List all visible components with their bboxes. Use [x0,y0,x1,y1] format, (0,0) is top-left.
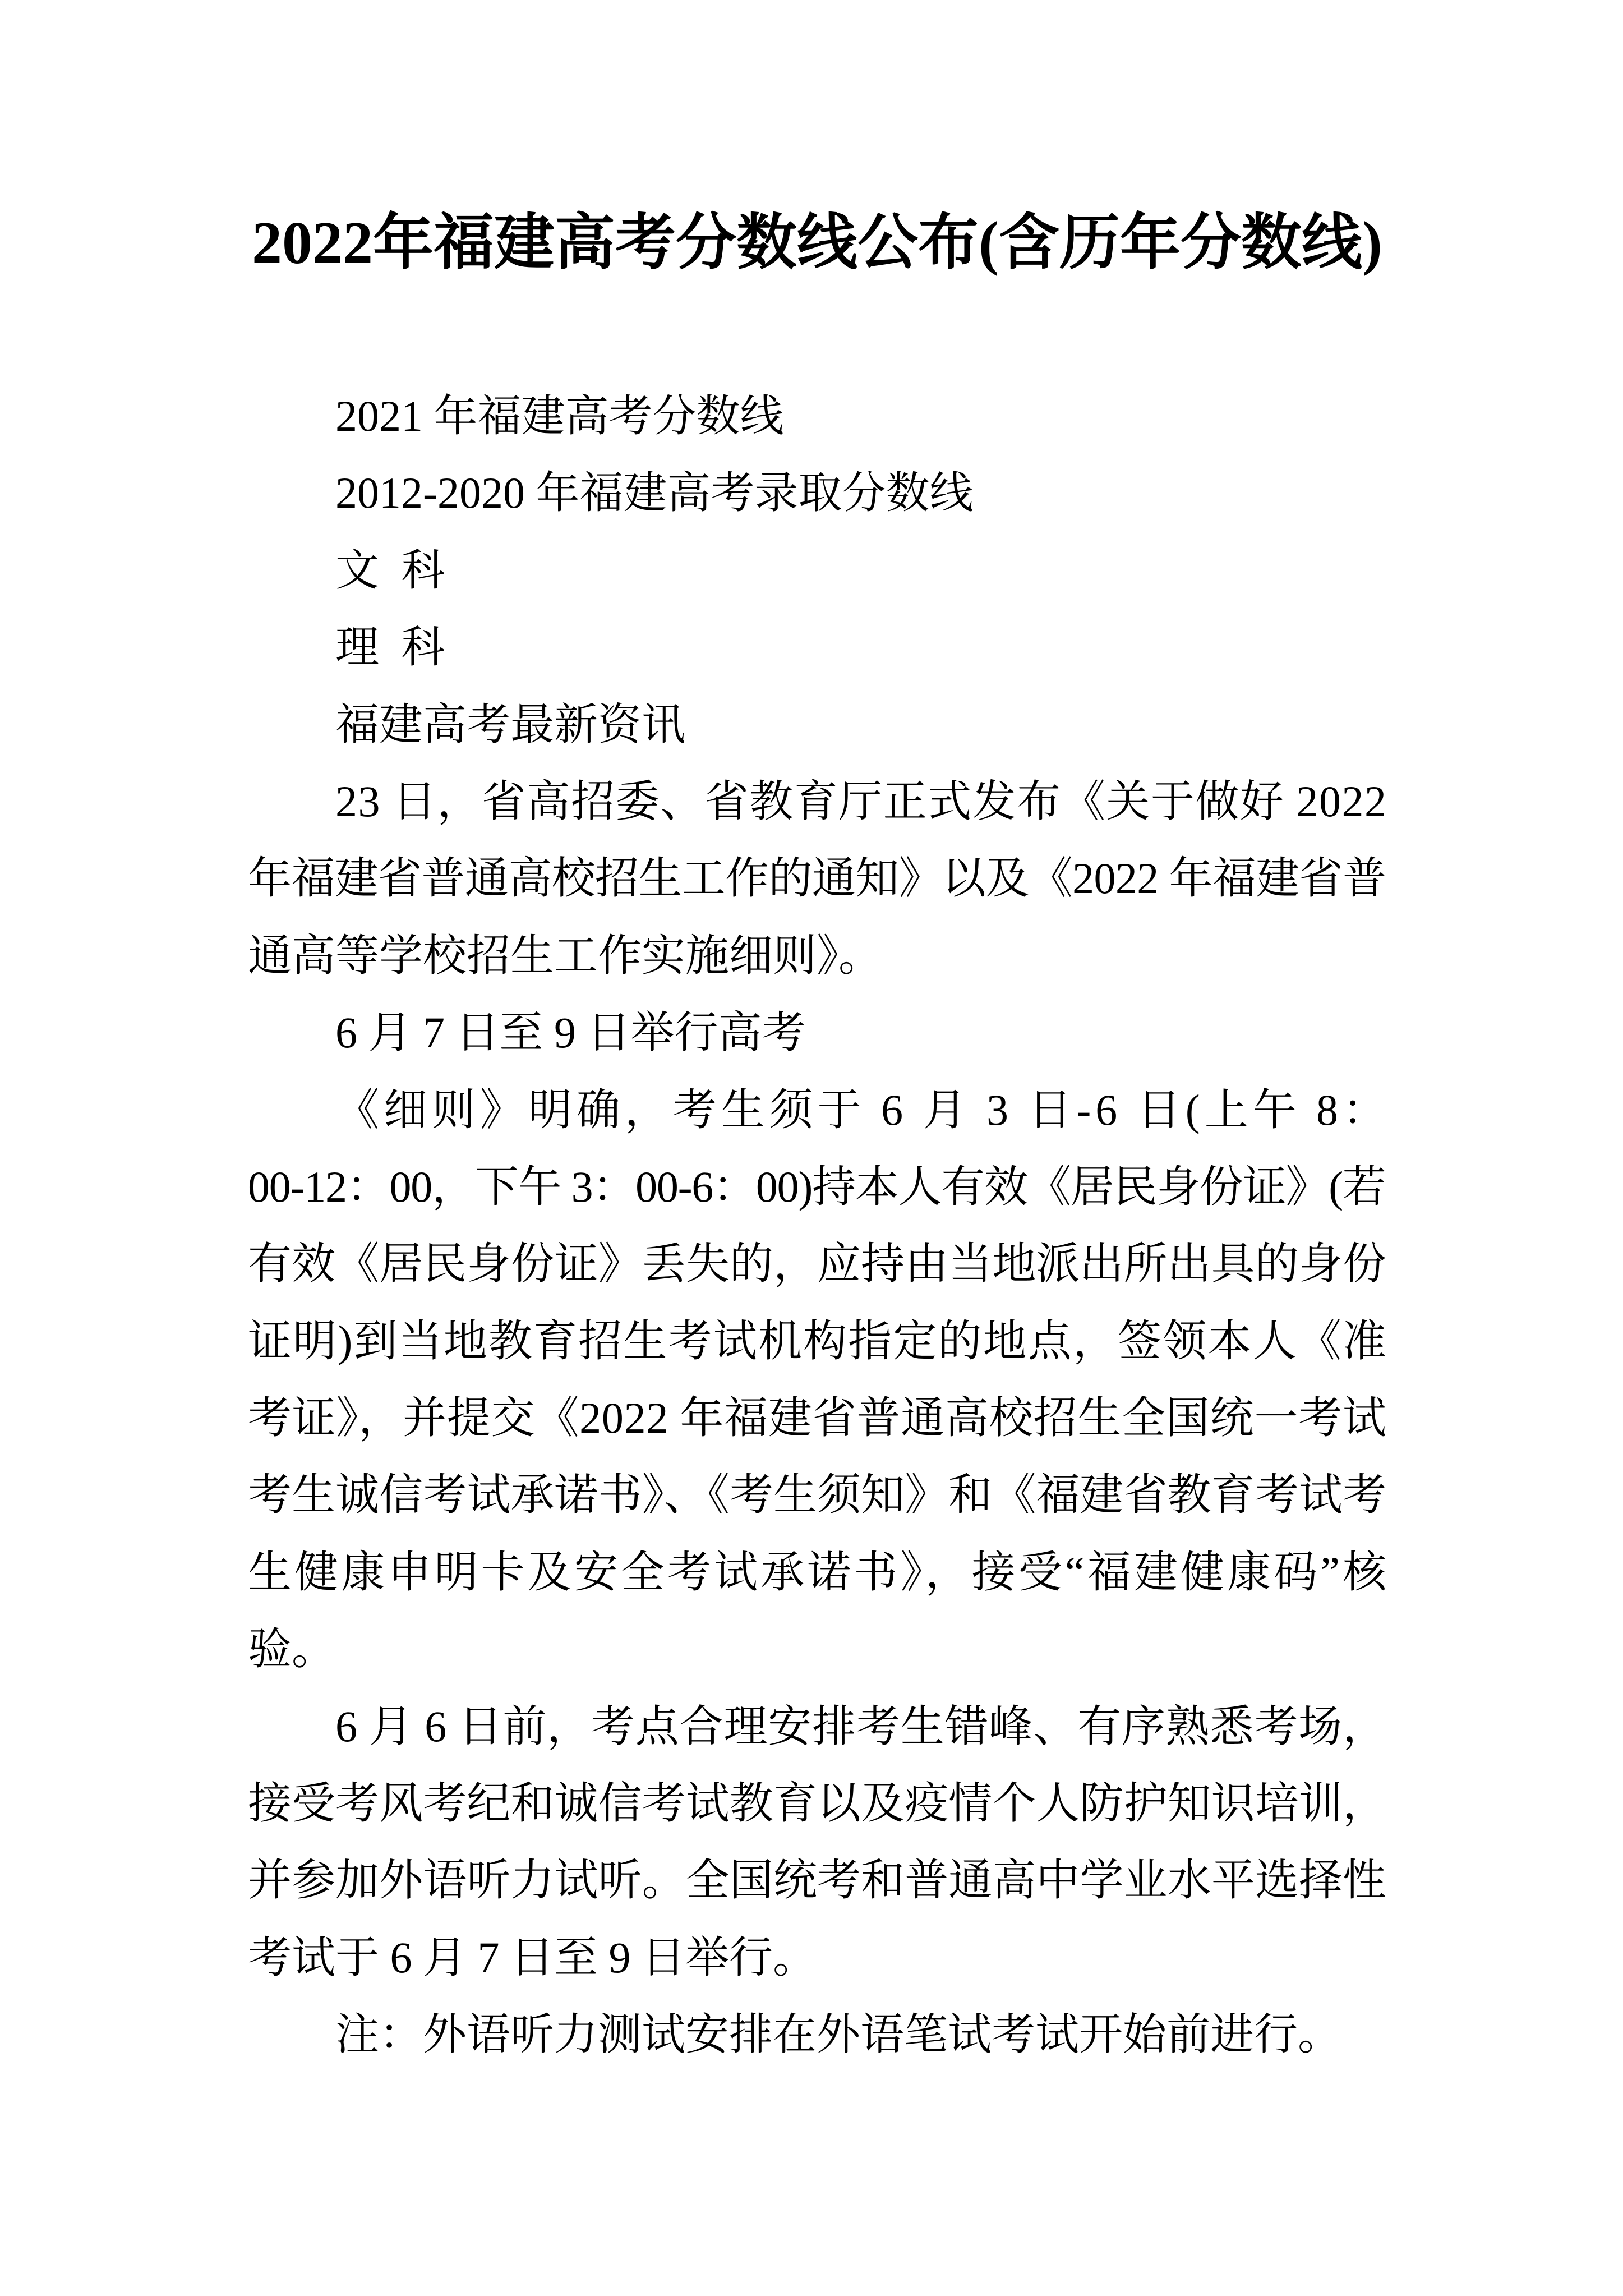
text-line [248,763,1386,840]
text-line [248,840,1386,917]
text-line [248,378,1386,454]
text-line [248,1148,1386,1225]
line-text: 23 日，省高招委、省教育厅正式发布《关于做好 2022 [335,776,1387,826]
text-line [248,1688,1386,1765]
paragraph [248,609,1386,685]
paragraph [248,454,1386,531]
text-line [248,686,1386,763]
line-text: 年福建省普通高校招生工作的通知》以及《2022 年福建省普 [248,854,1386,903]
text-line [248,454,1386,531]
document-title: 2022年福建高考分数线公布(含历年分数线) [252,210,1382,277]
text-line [248,994,1386,1071]
text-line [248,532,1386,609]
line-text: 文 科 [335,545,445,595]
text-line [248,1611,1386,1687]
paragraph [248,686,1386,763]
line-text: 考生诚信考试承诺书》、《考生须知》和《福建省教育考试考 [248,1470,1387,1520]
document-body [248,378,1391,2073]
text-line [248,1996,1386,2073]
paragraph [248,994,1386,1071]
line-text: 00-12：00，下午 3：00-6：00)持本人有效《居民身份证》(若 [248,1162,1386,1211]
line-text: 《细则》明确，考生须于 6 月 3 日-6 日(上午 8： [335,1085,1391,1134]
line-text: 验。 [248,1625,336,1674]
text-line [248,1919,1386,1996]
line-text: 证明)到当地教育招生考试机构指定的地点，签领本人《准 [248,1316,1388,1365]
line-text: 2021 年福建高考分数线 [335,392,784,440]
text-line [248,1225,1386,1302]
text-line [248,609,1386,685]
text-line [248,1456,1386,1533]
line-text: 理 科 [335,623,445,672]
paragraph [248,378,1386,454]
line-text: 6 月 7 日至 9 日举行高考 [335,1008,806,1057]
paragraph [248,1071,1391,1688]
paragraph [248,763,1386,994]
line-text: 2012-2020 年福建高考录取分数线 [335,468,974,518]
text-line [248,1303,1386,1379]
line-text: 6 月 6 日前，考点合理安排考生错峰、有序熟悉考场， [335,1701,1387,1751]
line-text: 有效《居民身份证》丢失的，应持由当地派出所出具的身份 [248,1239,1387,1289]
line-text: 接受考风考纪和诚信考试教育以及疫情个人防护知识培训， [248,1779,1387,1828]
text-line [248,1534,1390,1611]
line-text: 考证》，并提交《2022 年福建省普通高校招生全国统一考试 [248,1393,1387,1443]
text-line [248,1842,1386,1918]
paragraph [248,1688,1386,1996]
paragraph [248,1996,1386,2073]
text-line [248,917,1386,994]
text-line [248,1765,1386,1842]
line-text: 福建高考最新资讯 [335,700,686,749]
text-line [248,1379,1386,1456]
paragraph [248,532,1386,609]
line-text: 生健康申明卡及安全考试承诺书》，接受“福建健康码”核 [248,1547,1390,1596]
line-text: 并参加外语听力试听。全国统考和普通高中学业水平选择性 [248,1856,1387,1905]
line-text: 注：外语听力测试安排在外语笔试考试开始前进行。 [335,2010,1342,2059]
line-text: 考试于 6 月 7 日至 9 日举行。 [248,1932,817,1982]
line-text: 通高等学校招生工作实施细则》。 [248,931,883,980]
text-line [248,1071,1391,1148]
